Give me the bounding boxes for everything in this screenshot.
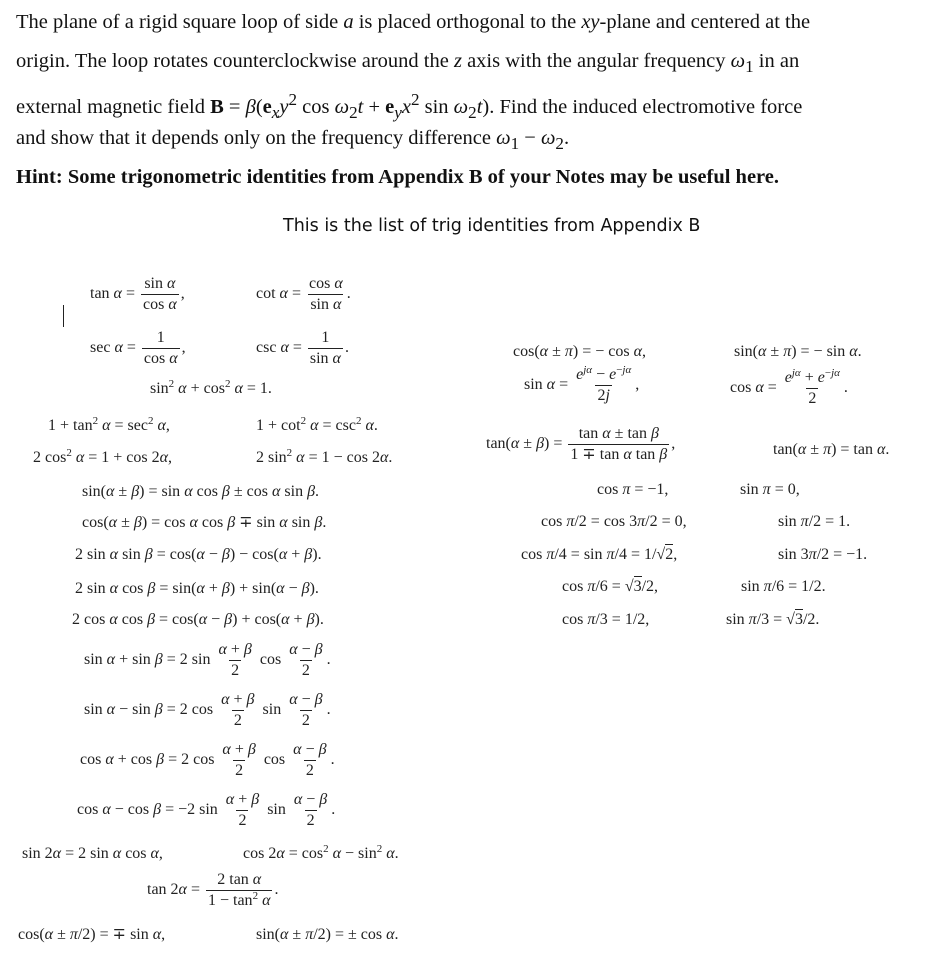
identity-cos-euler: cos α = $\frac{e^{j\alpha} + e^{-j\alpha}}{2}$ . (730, 367, 848, 407)
value-cos-sixth-pi: cos π/6 = √3/2, (562, 578, 659, 595)
identity-tan-shift-pi: tan(α ± π) = tan α. (773, 441, 890, 458)
problem-statement (16, 3, 926, 197)
value-sin-half-pi: sin π/2 = 1. (778, 513, 851, 530)
problem-line-1: The plane of a rigid square loop of side a is placed orthogonal to the xy-plane and centered at the (16, 11, 811, 33)
identity-cos-shift-pi: cos(α ± π) = − cos α, (513, 343, 646, 360)
text-cursor (63, 305, 64, 327)
value-cos-half-pi: cos π/2 = cos 3π/2 = 0, (541, 513, 687, 530)
identity-2coscos: 2 cos α cos β = cos(α − β) + cos(α + β). (72, 611, 324, 628)
identity-tan-sec: $1 + \tan^2 \alpha = \sec^2 \alpha$, (48, 415, 170, 434)
value-cos-third-pi: cos π/3 = 1/2, (562, 611, 650, 628)
identity-tan-sum: tan(α ± β) = $\frac{\text{tan α ± tan β}}{\text{1 ∓ tan α tan β}}$ , (486, 425, 676, 463)
problem-line-2: origin. The loop rotates counterclockwise around the z axis with the angular frequency $\omega_1$ in an (16, 49, 800, 76)
identity-sin-double: sin 2α = 2 sin α cos α, (22, 845, 163, 862)
problem-line-3: external magnetic field $B = \beta(e_xy^2$ $\cos \omega_2t + e_yx^2$ $\sin \omega_2t$). Find the induced electromotive force (16, 89, 803, 122)
value-quarter-pi: cos π/4 = sin π/4 = 1/√2, (521, 546, 678, 563)
identity-sin-plus-sin: sin α + sin β = 2 sin $\frac{\alpha + \beta}{2}$ cos $\frac{\alpha - \beta}{2}$ . (84, 641, 331, 679)
value-sin-third-pi: sin π/3 = √3/2. (726, 611, 820, 628)
identity-pythagorean: $\sin^2 \alpha + \cos^2 \alpha = 1$. (150, 378, 272, 397)
identity-cos-plus-cos: cos α + cos β = 2 cos $\frac{\alpha + \beta}{2}$ cos $\frac{\alpha - \beta}{2}$ . (80, 741, 335, 779)
identity-cos-minus-cos: cos α − cos β = −2 sin $\frac{\alpha + \beta}{2}$ sin $\frac{\alpha - \beta}{2}$ . (77, 791, 336, 829)
value-cos-pi: cos π = −1, (597, 481, 669, 498)
identity-tan-double: tan 2α = $\frac{\text{2 tan α}}{1 - \tan^2 \alpha}$ . (147, 871, 279, 909)
identity-2sinsin: 2 sin α sin β = cos(α − β) − cos(α + β). (75, 546, 322, 563)
identity-sin-euler: sin α = $\frac{e^{j\alpha} - e^{-j\alpha}}{2j}$ , (524, 364, 640, 404)
identity-cos2-double: 2 $\cos^2 \alpha = 1 + \cos 2\alpha$, (33, 447, 173, 466)
identity-sin-sum: sin(α ± β) = sin α cos β ± cos α sin β. (82, 483, 320, 500)
identity-cos-double: $\cos 2\alpha = \cos^2 \alpha - \sin^2 \alpha$. (243, 843, 399, 862)
identity-sec: sec α = $\frac{1}{\text{cos α}}$ , (90, 329, 186, 367)
value-sin-three-half-pi: sin 3π/2 = −1. (778, 546, 868, 563)
identity-cot-csc: $1 + \cot^2 \alpha = \csc^2 \alpha$. (256, 415, 378, 434)
identity-sin-minus-sin: sin α − sin β = 2 cos $\frac{\alpha + \beta}{2}$ sin $\frac{\alpha - \beta}{2}$ . (84, 691, 331, 729)
identity-cot: cot α = $\frac{\text{cos α}}{\text{sin α}}$ . (256, 275, 351, 313)
caption: This is the list of trig identities from Appendix B (283, 216, 701, 236)
identity-tan: tan α = $\frac{\text{sin α}}{\text{cos α}}$ , (90, 275, 185, 313)
identity-sin-shift-half-pi: sin(α ± π/2) = ± cos α. (256, 926, 399, 943)
identity-cos-sum: cos(α ± β) = cos α cos β ∓ sin α sin β. (82, 514, 327, 531)
value-sin-sixth-pi: sin π/6 = 1/2. (741, 578, 826, 595)
hint: Hint: Some trigonometric identities from Appendix B of your Notes may be useful here. (16, 166, 780, 189)
identity-csc: csc α = $\frac{1}{\text{sin α}}$ . (256, 329, 349, 367)
identity-2sincos: 2 sin α cos β = sin(α + β) + sin(α − β). (75, 580, 319, 597)
problem-line-4: and show that it depends only on the frequency difference $\omega_1 - \omega_2$. (16, 127, 570, 154)
identity-cos-shift-half-pi: cos(α ± π/2) = ∓ sin α, (18, 926, 166, 943)
identity-sin2-double: 2 $\sin^2 \alpha = 1 - \cos 2\alpha$. (256, 447, 393, 466)
value-sin-pi: sin π = 0, (740, 481, 800, 498)
identity-sin-shift-pi: sin(α ± π) = − sin α. (734, 343, 862, 360)
